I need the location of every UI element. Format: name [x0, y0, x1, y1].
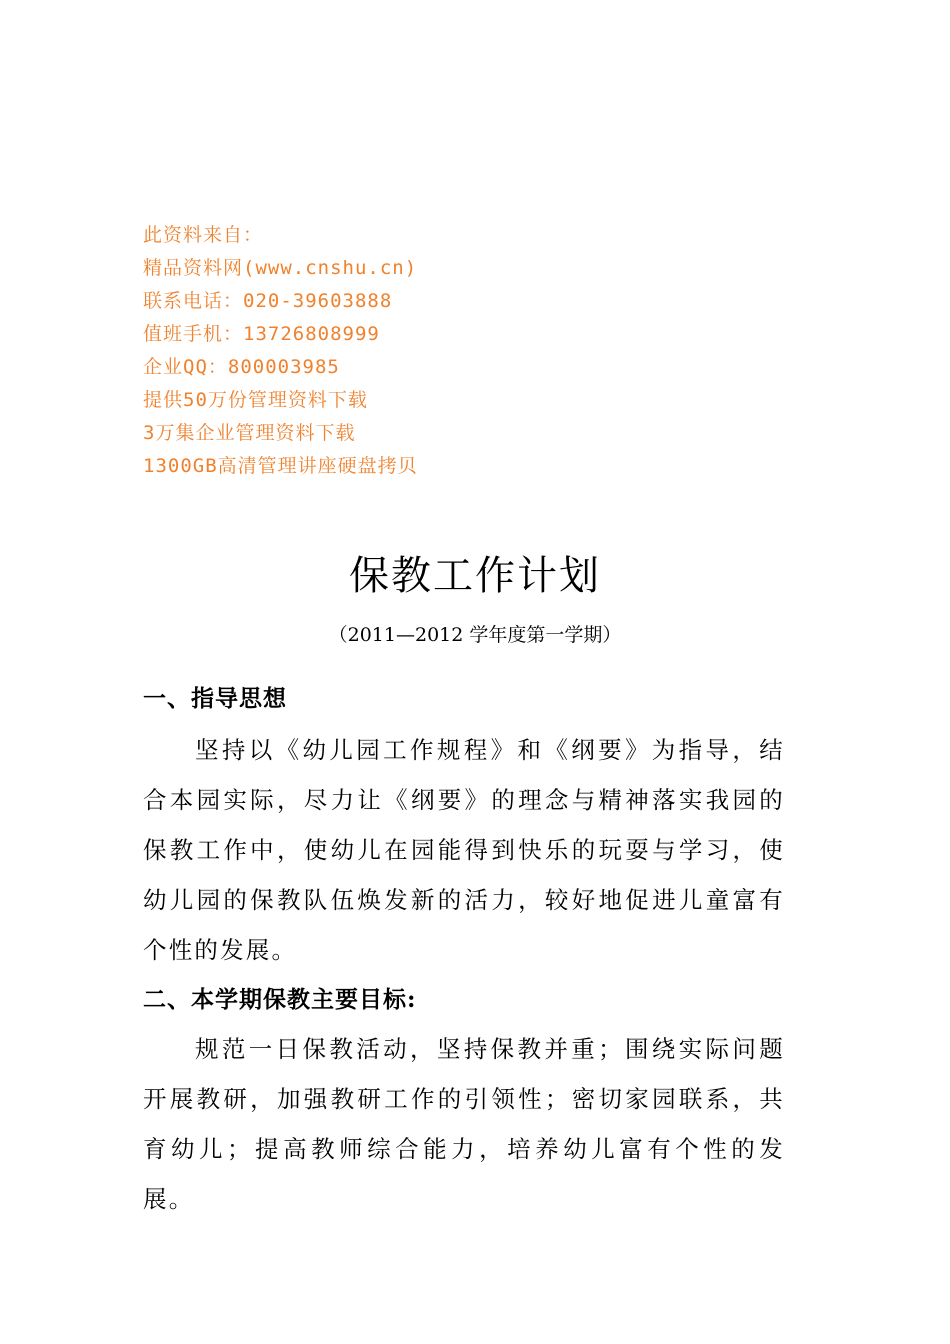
document-subtitle: （2011—2012 学年度第一学期）: [328, 624, 622, 646]
source-info-line: 企业QQ：800003985: [143, 356, 340, 378]
source-info-line: 3万集企业管理资料下载: [143, 422, 356, 444]
source-info-line: 此资料来自：: [143, 224, 264, 246]
source-info-line: 提供50万份管理资料下载: [143, 389, 368, 411]
section-heading: 一、指导思想: [143, 685, 287, 712]
source-info-line: 1300GB高清管理讲座硬盘拷贝: [143, 455, 418, 477]
source-info-line: 值班手机：13726808999: [143, 323, 380, 345]
section-paragraph: 规范一日保教活动，坚持保教并重；围绕实际问题开展教研，加强教研工作的引领性；密切家园联系，共育幼儿；提高教师综合能力，培养幼儿富有个性的发展。: [143, 1035, 785, 1213]
source-info-line: 精品资料网(www.cnshu.cn): [143, 257, 418, 279]
source-info-line: 联系电话：020-39603888: [143, 290, 393, 312]
source-info-block: [143, 219, 603, 483]
document-title: 保教工作计划: [349, 553, 601, 599]
section-heading: 二、本学期保教主要目标:: [143, 986, 417, 1013]
section-paragraph: 坚持以《幼儿园工作规程》和《纲要》为指导，结合本园实际，尽力让《纲要》的理念与精神落实我园的保教工作中，使幼儿在园能得到快乐的玩耍与学习，使幼儿园的保教队伍焕发新的活力，较好地促进儿童富有个性的发展。: [143, 736, 785, 964]
